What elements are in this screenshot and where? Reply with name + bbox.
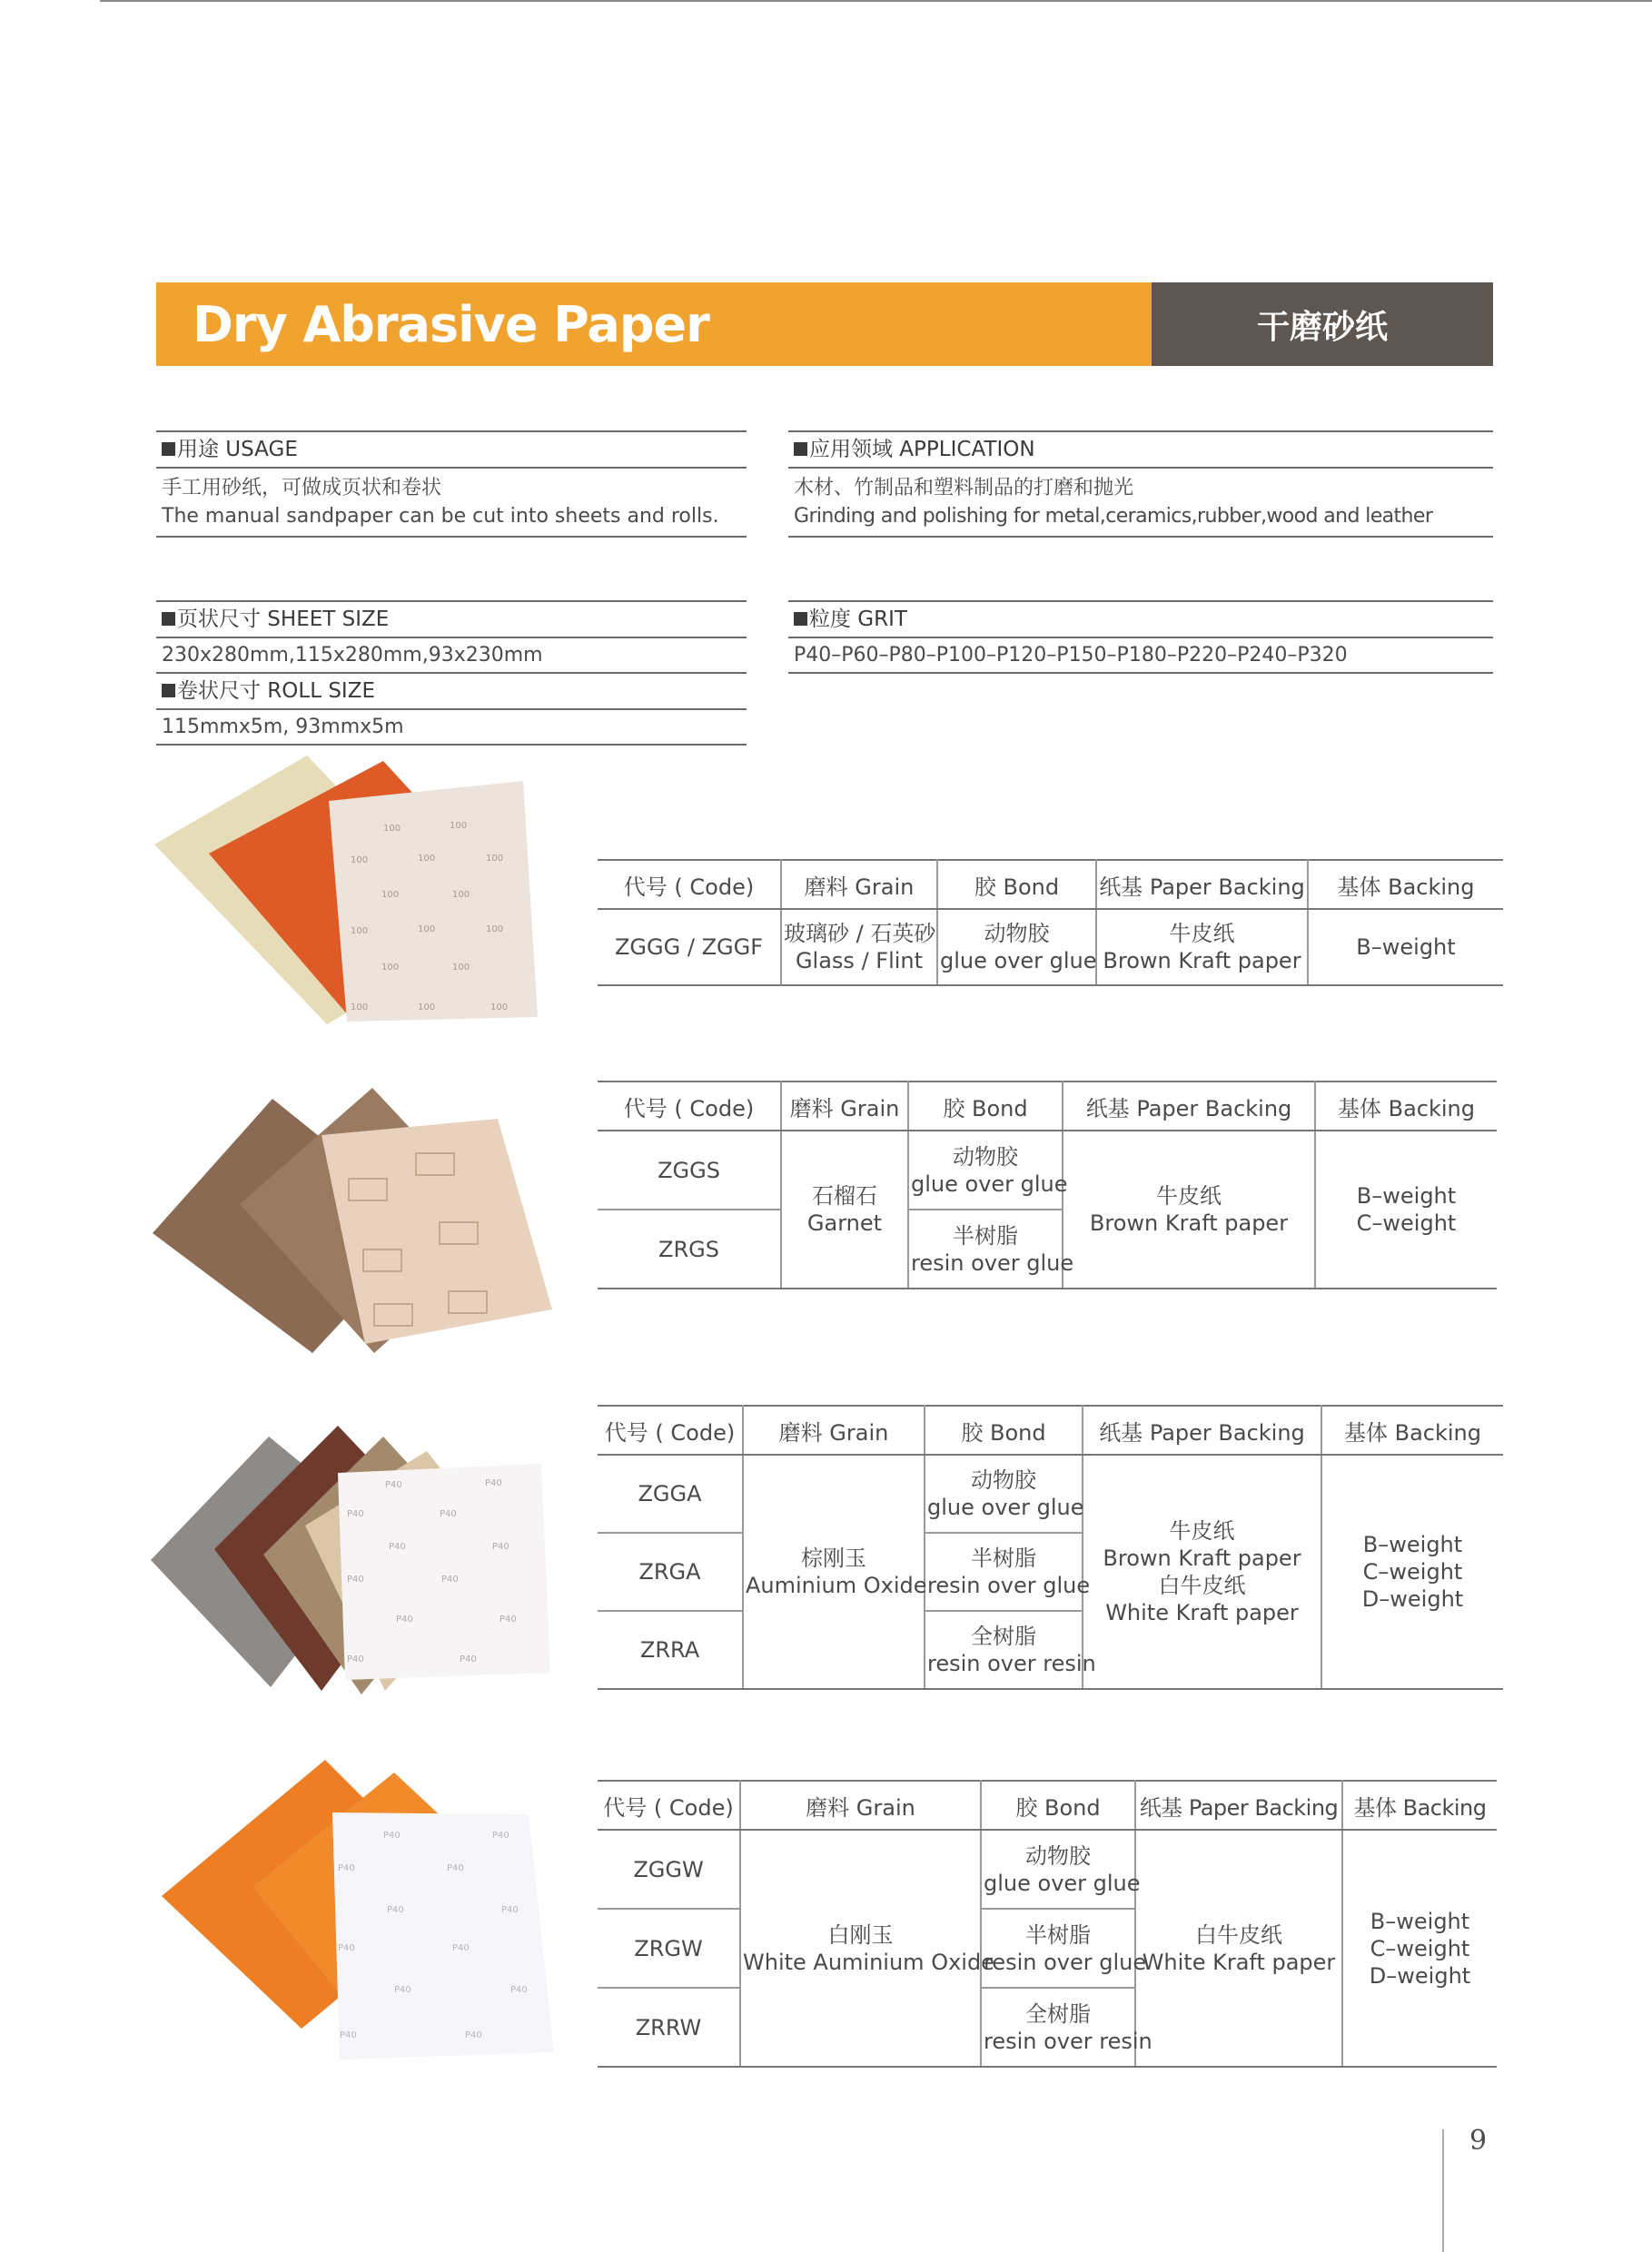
sheet-grit-mark: P40 (485, 1478, 502, 1488)
bond-cell: 动物胶 glue over glue (937, 909, 1096, 985)
sheet-grit-mark: P40 (394, 1985, 411, 1995)
sheet-size-heading: 页状尺寸 SHEET SIZE (177, 607, 390, 631)
code-cell: ZRGW (598, 1909, 740, 1988)
grit-value: P40–P60–P80–P100–P120–P150–P180–P220–P240–P320 (788, 638, 1493, 674)
col-header-grain: 磨料 Grain (743, 1406, 925, 1455)
bond-cell: 动物胶 glue over glue (981, 1830, 1135, 1909)
sheet-grit-mark: 100 (381, 890, 400, 900)
col-header-bond: 胶 Bond (937, 860, 1096, 909)
code-cell: ZGGG / ZGGF (598, 909, 781, 985)
roll-size-heading: 卷状尺寸 ROLL SIZE (177, 679, 376, 703)
bond-cell: 半树脂 resin over glue (981, 1909, 1135, 1988)
spec-table-4 (598, 1780, 1497, 2068)
grain-cell: 玻璃砂 / 石英砂 Glass / Flint (781, 909, 937, 985)
sheet-grit-mark: P40 (492, 1542, 509, 1552)
code-cell: ZRRW (598, 1988, 740, 2067)
col-header-grain: 磨料 Grain (740, 1781, 981, 1830)
sheet-grit-mark: P40 (396, 1615, 413, 1625)
sheet-grit-mark: 100 (452, 890, 470, 900)
bond-cell: 半树脂 resin over glue (925, 1533, 1083, 1611)
col-header-bond: 胶 Bond (908, 1082, 1063, 1131)
paper-cell: 白牛皮纸 White Kraft paper (1135, 1830, 1342, 2067)
bond-cell: 动物胶 glue over glue (925, 1455, 1083, 1533)
col-header-bond: 胶 Bond (925, 1406, 1083, 1455)
sheet-grit-mark: 100 (450, 821, 468, 831)
sheet-grit-mark: P40 (460, 1654, 477, 1664)
top-rule (100, 0, 1652, 2)
square-bullet-icon (794, 442, 807, 456)
paper-cell: 牛皮纸 Brown Kraft paper (1096, 909, 1308, 985)
grain-cell: 石榴石 Garnet (781, 1131, 908, 1289)
sheet-grit-mark: P40 (389, 1542, 406, 1552)
col-header-grain: 磨料 Grain (781, 1082, 908, 1131)
sheet-grit-mark: 100 (418, 854, 436, 864)
sheet-grit-mark: P40 (385, 1480, 402, 1490)
application-text-cn: 木材、竹制品和塑料制品的打磨和抛光 (794, 477, 1134, 499)
usage-text-cn: 手工用砂纸，可做成页状和卷状 (162, 477, 442, 499)
code-cell: ZGGA (598, 1455, 743, 1533)
col-header-grain: 磨料 Grain (781, 860, 937, 909)
product-image-garnet (153, 1088, 552, 1360)
col-header-backing: 基体 Backing (1321, 1406, 1503, 1455)
col-header-code: 代号 ( Code) (598, 1781, 740, 1830)
table-header-row (598, 1406, 1503, 1455)
col-header-code: 代号 ( Code) (598, 1082, 781, 1131)
sheet-white (332, 1812, 554, 2059)
sheet-grit-mark: P40 (347, 1509, 364, 1519)
usage-text-en: The manual sandpaper can be cut into sheets and rolls. (162, 505, 719, 528)
grain-cell: 棕刚玉 Auminium Oxide (743, 1455, 925, 1689)
sheet-grit-mark: P40 (347, 1654, 364, 1664)
sheet-grit-mark: P40 (500, 1615, 517, 1625)
grit-section (788, 600, 1493, 674)
application-text-en: Grinding and polishing for metal,ceramics,rubber,wood and leather (794, 505, 1433, 528)
bond-cell: 全树脂 resin over resin (925, 1611, 1083, 1689)
bond-cell: 动物胶 glue over glue (908, 1131, 1063, 1210)
spec-table-1 (598, 859, 1503, 986)
sheet-white (329, 781, 538, 1022)
table-row (598, 1455, 1503, 1533)
sheet-grit-mark: 100 (418, 1003, 436, 1012)
code-cell: ZRGA (598, 1533, 743, 1611)
table-row (598, 1830, 1497, 1909)
paper-cell: 牛皮纸 Brown Kraft paper (1063, 1131, 1315, 1289)
sheet-grit-mark: P40 (383, 1831, 401, 1841)
backing-cell: B–weight C–weight (1315, 1131, 1497, 1289)
application-section (788, 430, 1493, 538)
page-title: Dry Abrasive Paper (193, 295, 709, 353)
square-bullet-icon (162, 442, 175, 456)
square-bullet-icon (162, 684, 175, 697)
code-cell: ZGGW (598, 1830, 740, 1909)
col-header-bond: 胶 Bond (981, 1781, 1135, 1830)
paper-cell: 牛皮纸 Brown Kraft paper 白牛皮纸 White Kraft paper (1083, 1455, 1321, 1689)
spec-table-2 (598, 1081, 1497, 1289)
sheet-grit-mark: 100 (351, 1003, 369, 1012)
col-header-code: 代号 ( Code) (598, 860, 781, 909)
sheet-grit-mark: 100 (383, 824, 401, 834)
sheet-grit-mark: 100 (418, 924, 436, 934)
sheet-grit-mark: P40 (452, 1943, 470, 1953)
sheet-grit-mark: 100 (452, 963, 470, 973)
backing-cell: B–weight C–weight D–weight (1321, 1455, 1503, 1689)
sheet-grit-mark: 100 (486, 854, 504, 864)
table-row (598, 909, 1503, 985)
bond-cell: 半树脂 resin over glue (908, 1210, 1063, 1289)
col-header-paper: 纸基 Paper Backing (1083, 1406, 1321, 1455)
bond-cell: 全树脂 resin over resin (981, 1988, 1135, 2067)
sheet-grit-mark: P40 (340, 2030, 357, 2040)
code-cell: ZRRA (598, 1611, 743, 1689)
sheet-grit-mark: P40 (447, 1863, 464, 1873)
product-image-aluminium-oxide (151, 1426, 550, 1698)
footer-rule (1442, 2129, 1444, 2252)
table-header-row (598, 860, 1503, 909)
sheet-grit-mark: 100 (486, 924, 504, 934)
col-header-paper: 纸基 Paper Backing (1135, 1781, 1342, 1830)
sheet-grit-mark: P40 (347, 1575, 364, 1585)
sheet-grit-mark: P40 (492, 1831, 509, 1841)
backing-cell: B–weight C–weight D–weight (1342, 1830, 1497, 2067)
sheet-grit-mark: P40 (510, 1985, 528, 1995)
col-header-backing: 基体 Backing (1342, 1781, 1497, 1830)
table-header-row (598, 1781, 1497, 1830)
spec-table-3 (598, 1405, 1503, 1690)
sheet-grit-mark: P40 (440, 1509, 457, 1519)
sheet-size-value: 230x280mm,115x280mm,93x230mm (156, 638, 747, 674)
sheet-grit-mark: 100 (351, 855, 369, 865)
sheet-grit-mark: P40 (387, 1905, 404, 1915)
grit-heading: 粒度 GRIT (809, 607, 907, 631)
product-image-glass-flint (145, 745, 545, 1035)
sheet-white (338, 1464, 550, 1680)
col-header-code: 代号 ( Code) (598, 1406, 743, 1455)
table-header-row (598, 1082, 1497, 1131)
usage-heading: 用途 USAGE (177, 438, 298, 461)
col-header-paper: 纸基 Paper Backing (1063, 1082, 1315, 1131)
square-bullet-icon (794, 612, 807, 626)
product-image-white-aluminium-oxide (162, 1760, 561, 2059)
sheet-grit-mark: P40 (338, 1863, 355, 1873)
backing-cell: B–weight (1308, 909, 1503, 985)
sheet-grit-mark: 100 (381, 963, 400, 973)
table-row (598, 1131, 1497, 1210)
page-title-cn: 干磨砂纸 (1256, 308, 1388, 346)
application-heading: 应用领域 APPLICATION (809, 438, 1035, 461)
sheet-grit-mark: 100 (490, 1003, 509, 1012)
code-cell: ZRGS (598, 1210, 781, 1289)
title-bar (156, 282, 1493, 366)
roll-size-value: 115mmx5m, 93mmx5m (156, 710, 747, 746)
square-bullet-icon (162, 612, 175, 626)
title-left-panel (156, 282, 1152, 366)
title-right-panel (1152, 282, 1493, 366)
col-header-backing: 基体 Backing (1308, 860, 1503, 909)
sheet-grit-mark: P40 (465, 2030, 482, 2040)
sheet-grit-mark: 100 (351, 926, 369, 936)
sheet-grit-mark: P40 (338, 1943, 355, 1953)
size-section (156, 600, 747, 746)
usage-section (156, 430, 747, 538)
page-number: 9 (1469, 2125, 1488, 2157)
code-cell: ZGGS (598, 1131, 781, 1210)
col-header-paper: 纸基 Paper Backing (1096, 860, 1308, 909)
sheet-grit-mark: P40 (441, 1575, 459, 1585)
col-header-backing: 基体 Backing (1315, 1082, 1497, 1131)
sheet-grit-mark: P40 (501, 1905, 519, 1915)
grain-cell: 白刚玉 White Auminium Oxide (740, 1830, 981, 2067)
